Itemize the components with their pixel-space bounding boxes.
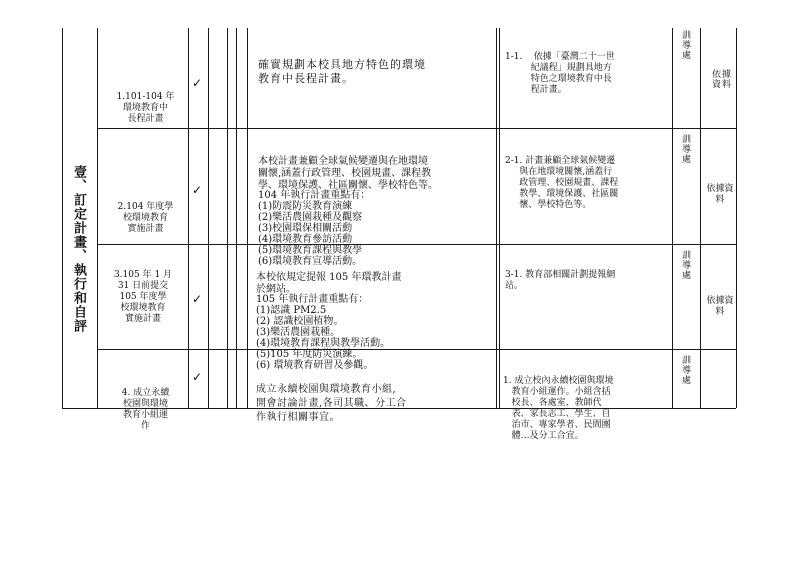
table-border-left (62, 28, 63, 408)
note-cell: 依據資料 (706, 184, 734, 205)
content-list: 105 年執行計畫重點有： (1)認識 PM2.5 (2) 認識校園植物。 (3)樂活農園栽種。 (4)環境教育課程與教學活動。 (5)105 年度防災演練。 (6) 環境教育研習及參觀。 (256, 294, 391, 371)
table-border-right (736, 28, 737, 408)
note-cell: 依據資料 (706, 296, 734, 317)
evidence-cell: 1-1. 依據「臺灣二十一世 紀議程」規劃具地方 特色之環境教育中長 程計畫。 (505, 52, 615, 95)
checkmark-icon: ✓ (192, 76, 203, 90)
content-cell: 成立永續校園與環境教育小組, 開會討論計畫,各司其職、分工合 作執行相關事宜。 (256, 384, 407, 423)
evidence-cell: 2-1. 計畫兼顧全球氣候變遷 與在地環境關懷,涵蓋行 政管理、校園規畫、課程 教學、環境保護、社區關 懷、學校特色等。 (505, 156, 619, 210)
checkmark-icon: ✓ (192, 183, 203, 197)
table-divider (236, 28, 237, 408)
note-cell: 依據資料 (711, 70, 732, 90)
content-cell: 確實規劃本校具地方特色的環境 教育中長程計畫。 (258, 58, 426, 85)
table-divider (700, 28, 701, 408)
content-cell: 本校計畫兼顧全球氣候變遷與在地環境 關懷,涵蓋行政管理、校園規畫、課程教 學、環境保護、社區關懷、學校特色等。 (258, 156, 438, 191)
evidence-cell: 3-1. 教育部相關計劃提報網 站。 (505, 270, 616, 291)
table-divider (208, 28, 209, 408)
row-divider (97, 128, 736, 129)
unit-cell: 訓導處 (680, 250, 690, 280)
table-divider (97, 28, 98, 408)
unit-cell: 訓導處 (680, 134, 690, 164)
table-divider (247, 28, 248, 408)
content-cell: 本校依規定提報 105 年環教計畫 於網站。 (256, 272, 402, 295)
table-divider (499, 28, 500, 408)
table-divider (672, 28, 673, 408)
content-list: 104 年執行計畫重點有： (1)防震防災教育演練 (2)樂活農園栽種及觀察 (3)校園環保相關活動 (4)環境教育參訪活動 (5)環境教育課程與教學 (6)環境教育宣導活動。 (258, 190, 371, 267)
checkmark-icon: ✓ (192, 370, 203, 384)
checkmark-icon: ✓ (192, 292, 203, 306)
section-title: 壹、訂定計畫、執行和自評 (71, 165, 86, 333)
table-divider (188, 28, 189, 408)
row-divider (97, 244, 736, 245)
table-divider (496, 28, 497, 408)
unit-cell: 訓導處 (680, 355, 690, 385)
item-cell: 4. 成立永續 校園與環境 教育小組運 作 (121, 388, 170, 431)
item-cell: 1.101-104 年 環境教育中 長程計畫 (116, 92, 175, 124)
item-cell: 2.104 年度學 校環境教育 實施計畫 (117, 202, 174, 234)
table-divider (227, 28, 228, 408)
row-divider (97, 349, 736, 350)
item-cell: 3.105 年 1 月 31 日前提交 105 年度學 校環境教育 實施計畫 (113, 270, 173, 324)
unit-cell: 訓導處 (680, 30, 690, 60)
evidence-cell: 1. 成立校內永續校園與環境 教育小組運作。小組含括 校長、各處室、教師代 表、家長志工、學生、自 治市、專家學者、民間團 體…及分工合宜。 (503, 376, 614, 441)
